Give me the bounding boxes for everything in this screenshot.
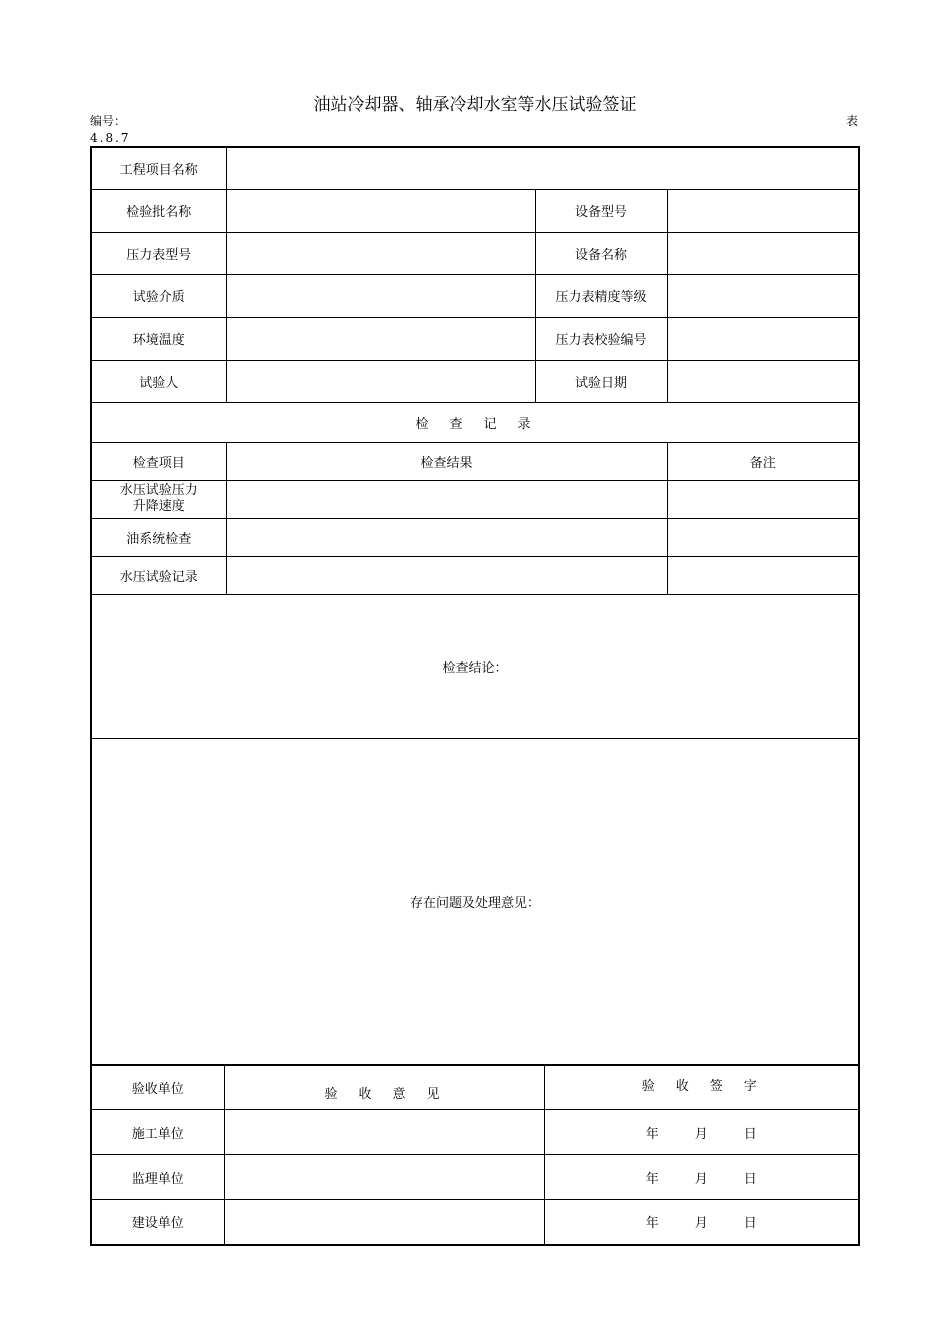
gauge-accuracy-label: 压力表精度等级 [535, 274, 667, 317]
date-day: 日 [743, 1216, 757, 1232]
record-note-hydro[interactable] [667, 556, 859, 594]
acceptance-table [90, 1064, 860, 1246]
conclusion-area[interactable] [91, 594, 859, 738]
project-name-label: 工程项目名称 [91, 147, 226, 189]
test-date-value[interactable] [667, 360, 859, 402]
opinion-construction[interactable] [224, 1110, 544, 1155]
device-name-label: 设备名称 [535, 232, 667, 274]
opinion-owner[interactable] [224, 1200, 544, 1245]
batch-name-label: 检验批名称 [91, 189, 226, 232]
date-year: 年 [645, 1216, 659, 1232]
table-number: 4.8.7 [90, 131, 131, 145]
unit-owner: 建设单位 [91, 1200, 224, 1245]
record-note-pressure[interactable] [667, 480, 859, 518]
project-name-value[interactable] [226, 147, 859, 189]
acceptance-sign-label: 验 收 签 字 [641, 1079, 761, 1094]
env-temp-value[interactable] [226, 317, 535, 360]
device-model-label: 设备型号 [535, 189, 667, 232]
unit-supervision: 监理单位 [91, 1155, 224, 1200]
date-month: 月 [694, 1126, 708, 1142]
date-day: 日 [743, 1126, 757, 1142]
medium-label: 试验介质 [91, 274, 226, 317]
record-result-hydro[interactable] [226, 556, 667, 594]
sign-construction[interactable] [544, 1110, 859, 1155]
record-item-pressure [91, 480, 226, 518]
record-header: 检 查 记 录 [91, 402, 859, 442]
col-item-header: 检查项目 [91, 442, 226, 480]
gauge-accuracy-value[interactable] [667, 274, 859, 317]
conclusion-label: 检查结论： [442, 660, 508, 676]
record-item-pressure-line1: 水压试验压力 [119, 483, 198, 498]
device-name-value[interactable] [667, 232, 859, 274]
test-date-label: 试验日期 [535, 360, 667, 402]
record-note-oil[interactable] [667, 518, 859, 556]
record-result-oil[interactable] [226, 518, 667, 556]
record-item-pressure-line2: 升降速度 [132, 499, 185, 514]
device-model-value[interactable] [667, 189, 859, 232]
medium-value[interactable] [226, 274, 535, 317]
sign-owner[interactable] [544, 1200, 859, 1245]
code-label: 编号： [90, 114, 127, 128]
date-year: 年 [645, 1126, 659, 1142]
unit-construction: 施工单位 [91, 1110, 224, 1155]
issues-label: 存在问题及处理意见： [409, 895, 540, 911]
col-result-header: 检查结果 [226, 442, 667, 480]
gauge-cal-label: 压力表校验编号 [535, 317, 667, 360]
date-month: 月 [694, 1216, 708, 1232]
date-day: 日 [743, 1171, 757, 1187]
page-title: 油站冷却器、轴承冷却水室等水压试验签证 [313, 95, 637, 115]
acceptance-sign-header [544, 1065, 859, 1110]
batch-name-value[interactable] [226, 189, 535, 232]
table-label: 表 [846, 114, 859, 128]
date-month: 月 [694, 1171, 708, 1187]
record-result-pressure[interactable] [226, 480, 667, 518]
tester-label: 试验人 [91, 360, 226, 402]
record-item-hydro: 水压试验记录 [91, 556, 226, 594]
gauge-model-label: 压力表型号 [91, 232, 226, 274]
record-item-oil: 油系统检查 [91, 518, 226, 556]
tester-value[interactable] [226, 360, 535, 402]
gauge-cal-value[interactable] [667, 317, 859, 360]
sign-supervision[interactable] [544, 1155, 859, 1200]
col-note-header: 备注 [667, 442, 859, 480]
acceptance-opinion-label: 验 收 意 见 [324, 1086, 444, 1102]
issues-area[interactable] [91, 738, 859, 1065]
env-temp-label: 环境温度 [91, 317, 226, 360]
opinion-supervision[interactable] [224, 1155, 544, 1200]
inspection-form [90, 146, 860, 1066]
acceptance-opinion-header [224, 1065, 544, 1110]
date-year: 年 [645, 1171, 659, 1187]
gauge-model-value[interactable] [226, 232, 535, 274]
acceptance-unit-header: 验收单位 [91, 1065, 224, 1110]
